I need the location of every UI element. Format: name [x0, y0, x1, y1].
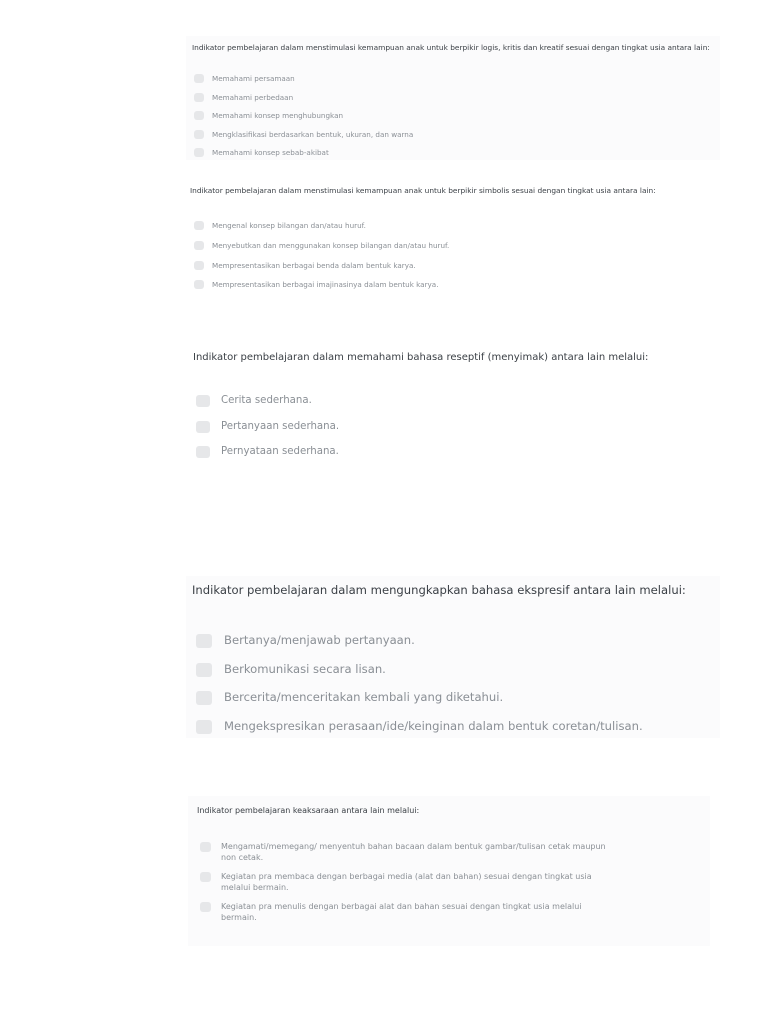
checkbox[interactable]	[196, 663, 212, 677]
checkbox-list	[186, 363, 720, 472]
checkbox-option[interactable]	[194, 93, 720, 112]
checkbox-option[interactable]	[194, 130, 720, 149]
checkbox[interactable]	[196, 691, 212, 705]
checkbox-option[interactable]	[194, 261, 720, 281]
checkbox-option[interactable]	[194, 221, 720, 241]
checkbox[interactable]	[196, 634, 212, 648]
checkbox-label: Berkomunikasi secara lisan.	[224, 661, 386, 676]
checkbox[interactable]	[194, 111, 204, 120]
checkbox-label: Memahami konsep sebab-akibat	[212, 148, 329, 157]
checkbox-option[interactable]	[196, 395, 720, 421]
symbolic-thinking-indicator-section	[186, 180, 720, 292]
checkbox-option[interactable]	[194, 241, 720, 261]
checkbox-label: Pertanyaan sederhana.	[221, 420, 340, 432]
checkbox-option[interactable]	[196, 633, 720, 662]
checkbox-label: Mengenal konsep bilangan dan/atau huruf.	[212, 221, 366, 230]
checkbox-option[interactable]	[196, 662, 720, 691]
checkbox[interactable]	[194, 130, 204, 139]
checkbox[interactable]	[194, 148, 204, 157]
checkbox[interactable]	[194, 280, 204, 289]
checkbox-label: Mengekspresikan perasaan/ide/keinginan dalam bentuk coretan/tulisan.	[224, 718, 643, 733]
checkbox-label: Memahami persamaan	[212, 74, 295, 83]
logical-thinking-indicator-section	[186, 36, 720, 160]
checkbox-label: Mengklasifikasi berdasarkan bentuk, ukuran, dan warna	[212, 129, 414, 139]
checkbox-option[interactable]	[200, 841, 710, 863]
checkbox-option[interactable]	[194, 280, 720, 300]
checkbox-list	[186, 52, 720, 167]
checkbox-label: Mempresentasikan berbagai imajinasinya dalam bentuk karya.	[212, 280, 439, 290]
checkbox-list	[186, 195, 720, 300]
checkbox[interactable]	[196, 395, 210, 407]
checkbox-label: Mempresentasikan berbagai benda dalam bentuk karya.	[212, 260, 416, 270]
checkbox-label: Kegiatan pra membaca dengan berbagai media (alat dan bahan) sesuai dengan tingkat usia melalui bermain.	[221, 872, 592, 892]
section-heading: Indikator pembelajaran keaksaraan antara lain melalui:	[197, 806, 420, 815]
checkbox-option[interactable]	[200, 901, 710, 923]
checkbox-option[interactable]	[200, 871, 710, 893]
checkbox-option[interactable]	[194, 74, 720, 93]
checkbox-label: Mengamati/memegang/ menyentuh bahan bacaan dalam bentuk gambar/tulisan cetak maupun non cetak.	[221, 842, 606, 862]
checkbox[interactable]	[200, 842, 211, 852]
checkbox[interactable]	[196, 446, 210, 458]
expressive-language-indicator-section	[186, 576, 720, 738]
checkbox-label: Menyebutkan dan menggunakan konsep bilangan dan/atau huruf.	[212, 240, 450, 250]
checkbox-label: Kegiatan pra menulis dengan berbagai alat dan bahan sesuai dengan tingkat usia melalui bermain.	[221, 902, 582, 922]
checkbox-label: Bercerita/menceritakan kembali yang diketahui.	[224, 690, 504, 704]
section-heading: Indikator pembelajaran dalam memahami bahasa reseptif (menyimak) antara lain melalui:	[193, 352, 649, 363]
checkbox-option[interactable]	[196, 719, 720, 748]
checkbox-list	[188, 815, 710, 923]
checkbox-label: Bertanya/menjawab pertanyaan.	[224, 633, 415, 647]
section-heading: Indikator pembelajaran dalam mengungkapkan bahasa ekspresif antara lain melalui:	[192, 583, 686, 597]
checkbox-option[interactable]	[194, 111, 720, 130]
checkbox[interactable]	[194, 261, 204, 270]
section-heading: Indikator pembelajaran dalam menstimulasi kemampuan anak untuk berpikir simbolis sesuai dengan tingkat usia antara lain:	[190, 186, 656, 195]
checkbox-label: Cerita sederhana.	[221, 395, 312, 406]
checkbox-option[interactable]	[196, 421, 720, 447]
checkbox[interactable]	[196, 421, 210, 433]
literacy-indicator-section	[188, 796, 710, 946]
checkbox[interactable]	[200, 902, 211, 912]
checkbox[interactable]	[200, 872, 211, 882]
checkbox-option[interactable]	[196, 446, 720, 472]
checkbox-label: Memahami perbedaan	[212, 92, 294, 102]
checkbox[interactable]	[194, 241, 204, 250]
checkbox-option[interactable]	[194, 148, 720, 167]
checkbox[interactable]	[194, 221, 204, 230]
checkbox[interactable]	[194, 93, 204, 102]
checkbox-option[interactable]	[196, 690, 720, 719]
checkbox-list	[186, 597, 720, 747]
section-heading: Indikator pembelajaran dalam menstimulasi kemampuan anak untuk berpikir logis, kritis dan kreatif sesuai dengan tingkat usia antara lain:	[192, 43, 710, 52]
checkbox[interactable]	[196, 720, 212, 734]
checkbox-label: Pernyataan sederhana.	[221, 446, 339, 457]
receptive-language-indicator-section	[186, 346, 720, 476]
checkbox[interactable]	[194, 74, 204, 83]
checkbox-label: Memahami konsep menghubungkan	[212, 111, 344, 120]
